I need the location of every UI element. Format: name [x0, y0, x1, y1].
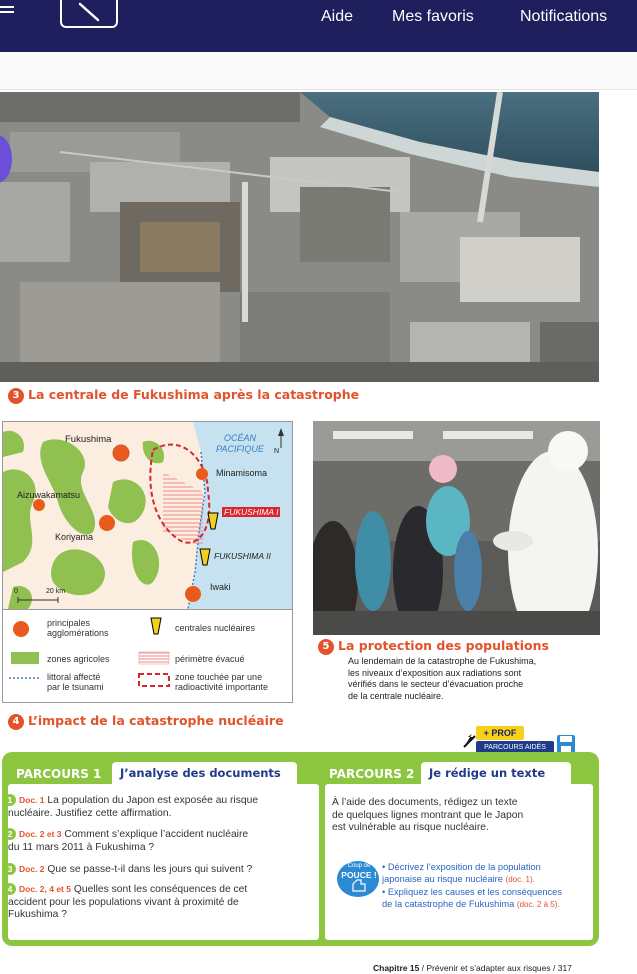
question-2-number: 2: [4, 828, 16, 840]
coup-de-pouce-line-1: Coup de: [347, 863, 371, 869]
doc5-number: 5: [318, 639, 334, 655]
doc5-title-text: La protection des populations: [338, 638, 549, 653]
map-legend: [3, 609, 293, 703]
tip-2-ref: (doc. 2 à 5).: [516, 900, 560, 909]
question-2: [8, 828, 248, 854]
question-1: [8, 794, 258, 820]
question-2-line-1: Comment s’explique l’accident nucléaire: [61, 829, 249, 840]
doc5-line-2: les niveaux d’exposition aux radiations sont: [348, 667, 522, 678]
map-label-fukushima-2: FUKUSHIMA II: [214, 551, 271, 561]
parcours-aides-badge[interactable]: PARCOURS AIDÉS: [476, 741, 554, 754]
parcours2-instructions: [332, 797, 582, 835]
coup-de-pouce-tips: [382, 861, 592, 911]
question-2-line-2: du 11 mars 2011 à Fukushima ?: [8, 841, 155, 853]
north-arrow-label: N: [274, 448, 280, 455]
nav-notifications[interactable]: Notifications: [520, 8, 608, 25]
question-4-ref: Doc. 2, 4 et 5: [19, 884, 71, 894]
parcours2-title: Je rédige un texte: [421, 762, 571, 784]
tip-1-ref: (doc. 1).: [505, 875, 535, 884]
nav-aide[interactable]: Aide: [321, 8, 354, 25]
legend-zone-1: zone touchée par une: [175, 672, 263, 682]
back-arrow-icon: [78, 2, 102, 22]
map-label-iwaki: Iwaki: [210, 582, 231, 592]
map-label-fukushima-1: FUKUSHIMA I: [224, 507, 279, 517]
scale-zero: 0: [14, 588, 18, 595]
coup-de-pouce-line-2: POUCE !: [341, 870, 377, 880]
fukushima-plant-photo: [0, 92, 599, 382]
question-3: [8, 863, 252, 877]
question-1-number: 1: [4, 794, 16, 806]
question-3-ref: Doc. 2: [19, 864, 45, 874]
doc4-caption-text: L’impact de la catastrophe nucléaire: [28, 713, 284, 728]
menu-icon[interactable]: [0, 6, 14, 16]
footer-chapter: Chapitre 15: [373, 963, 420, 973]
parcours1-title: J’analyse des documents: [112, 762, 297, 784]
doc5-caption: [348, 656, 588, 702]
doc3-caption: [8, 387, 359, 404]
tip-2-line-2: de la catastrophe de Fukushima: [382, 899, 515, 909]
back-button[interactable]: [60, 0, 118, 28]
scale-twenty: 20 km: [46, 588, 66, 595]
tip-1-line-2: japonaise au risque nucléaire: [382, 874, 503, 884]
nav-favoris[interactable]: Mes favoris: [392, 8, 474, 25]
doc4-number: 4: [8, 714, 24, 730]
doc5-line-4: de la centrale nucléaire.: [348, 690, 444, 701]
map-label-ocean-2: PACIFIQUE: [216, 444, 264, 454]
doc3-number: 3: [8, 388, 24, 404]
page-footer: [373, 963, 572, 973]
secondary-toolbar: [0, 52, 637, 90]
parcours2-line-2: de quelques lignes montrant que le Japon: [332, 809, 524, 821]
map-label-ocean-1: OCÉAN: [224, 433, 257, 443]
tip-2-line-1: • Expliquez les causes et les conséquences: [382, 887, 563, 897]
prof-badge[interactable]: + PROF: [476, 726, 524, 740]
question-4-line-1: Quelles sont les conséquences de cet: [70, 884, 248, 895]
question-4-number: 4: [4, 883, 16, 895]
question-4-line-2: accident pour les populations vivant à proximité de: [8, 896, 239, 908]
parcours2-line-3: est vulnérable au risque nucléaire.: [332, 822, 489, 833]
top-navigation-bar: [0, 0, 637, 52]
legend-littoral-1: littoral affecté: [47, 672, 101, 682]
map-label-minamisoma: Minamisoma: [216, 468, 268, 478]
question-4-line-3: Fukushima ?: [8, 909, 67, 920]
question-3-number: 3: [4, 863, 16, 875]
coup-de-pouce-badge: [337, 860, 380, 898]
map-label-aizuwakamatsu: Aizuwakamatsu: [17, 490, 81, 500]
question-1-line-1: La population du Japon est exposée au risque: [44, 795, 259, 806]
legend-agglo-2: agglomérations: [47, 628, 109, 638]
parcours2-tab: PARCOURS 2: [329, 767, 415, 781]
question-1-ref: Doc. 1: [19, 795, 45, 805]
legend-centrales: centrales nucléaires: [175, 623, 256, 633]
doc5-line-1: Au lendemain de la catastrophe de Fukushima,: [348, 656, 537, 666]
question-4: [8, 883, 247, 922]
doc5-line-3: vérifiés dans le secteur d’évacuation proche: [348, 679, 524, 689]
population-protection-photo: [313, 421, 600, 635]
doc5-title: [318, 638, 549, 655]
question-2-ref: Doc. 2 et 3: [19, 829, 62, 839]
question-3-line-1: Que se passe-t-il dans les jours qui suivent ?: [44, 864, 253, 875]
legend-zones: zones agricoles: [47, 654, 110, 664]
question-1-line-2: nucléaire. Justifiez cette affirmation.: [8, 807, 172, 819]
tip-1-line-1: • Décrivez l’exposition de la population: [382, 862, 541, 872]
parcours2-line-1: À l’aide des documents, rédigez un texte: [332, 797, 518, 808]
parcours-frame: [2, 752, 599, 946]
legend-perimetre: périmètre évacué: [175, 654, 245, 664]
legend-agglo-1: principales: [47, 618, 91, 628]
map-label-koriyama: Koriyama: [55, 532, 94, 542]
doc3-caption-text: La centrale de Fukushima après la catastrophe: [28, 387, 360, 402]
footer-rest: / Prévenir et s’adapter aux risques / 317: [419, 963, 572, 973]
parcours1-tab: PARCOURS 1: [16, 767, 102, 781]
doc4-caption: [8, 713, 284, 730]
map-label-fukushima: Fukushima: [65, 434, 112, 445]
fukushima-map: [2, 421, 293, 703]
legend-zone-2: radioactivité importante: [175, 682, 269, 692]
legend-littoral-2: par le tsunami: [47, 682, 104, 692]
